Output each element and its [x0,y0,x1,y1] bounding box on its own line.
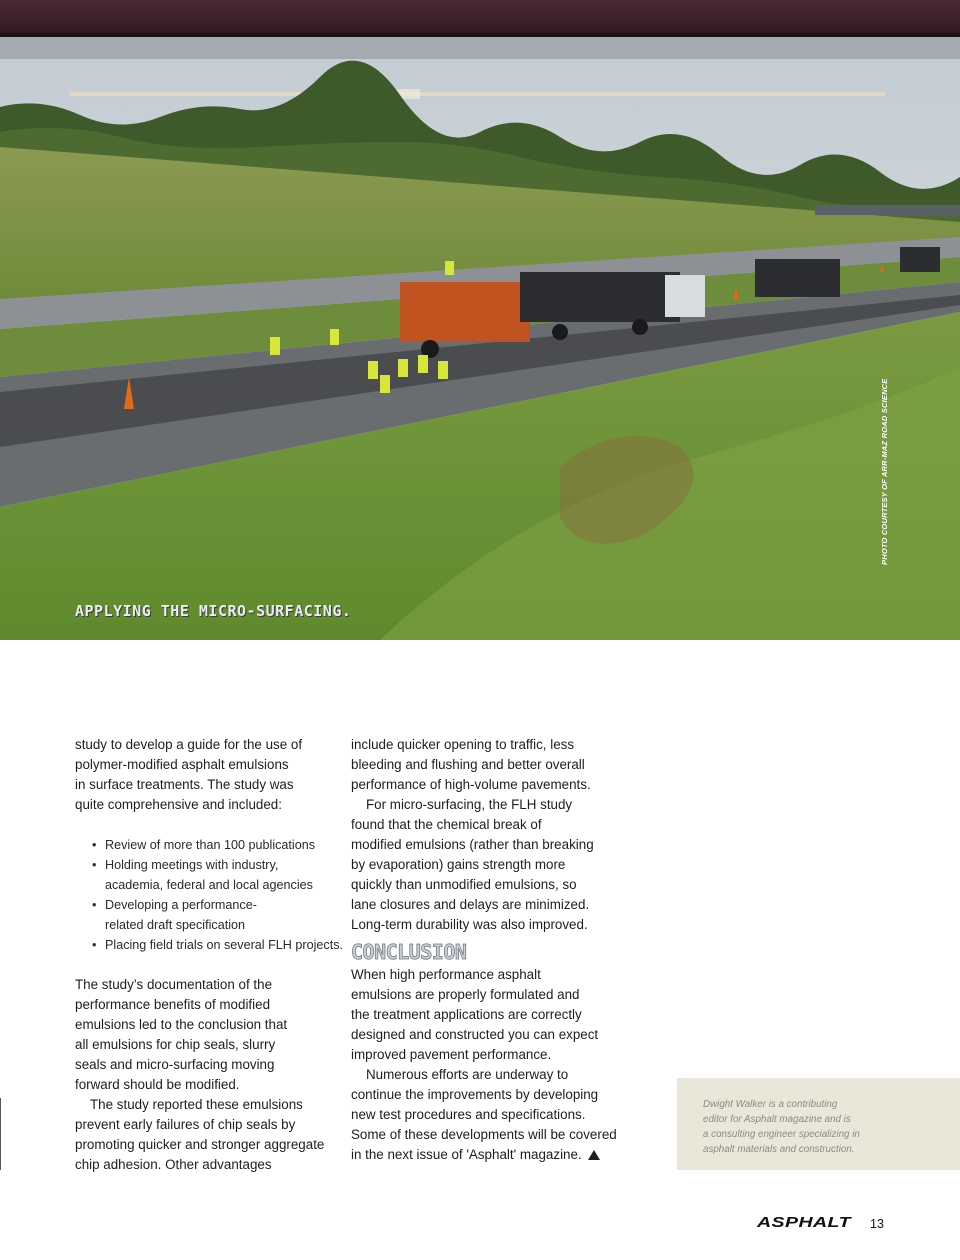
text-line: seals and micro-surfacing moving [75,1057,275,1072]
text-line: continue the improvements by developing [351,1087,599,1102]
text-line: forward should be modified. [75,1077,240,1092]
text-line: by evaporation) gains strength more [351,857,566,872]
text-fragment: in the next issue of 'Asphalt' magazine. [351,1147,582,1162]
text-line: modified emulsions (rather than breaking [351,837,594,852]
text-line: polymer-modified asphalt emulsions [75,757,289,772]
text-line: academia, federal and local agencies [105,878,313,892]
text-line: a consulting engineer specializing in [703,1129,860,1140]
top-banner [0,0,960,37]
photo-caption: APPLYING THE MICRO-SURFACING. [75,602,352,620]
list-item [75,895,340,935]
text-line: Dwight Walker is a contributing [703,1099,838,1110]
roadwork-photo [0,37,960,640]
paragraph [75,1095,340,1175]
text-line: new test procedures and specifications. [351,1107,586,1122]
text-line: bleeding and flushing and better overall [351,757,585,772]
text-line: designed and constructed you can expect [351,1027,599,1042]
text-line: performance benefits of modified [75,997,271,1012]
text-line: study to develop a guide for the use of [75,737,303,752]
end-mark-icon [588,1150,600,1160]
text-line: found that the chemical break of [351,817,542,832]
paragraph [75,975,340,1095]
column-1 [75,735,343,1175]
text-line: the treatment applications are correctly [351,1007,582,1022]
text-line: • Review of more than 100 publications [105,838,316,852]
text-line: emulsions are properly formulated and [351,987,580,1002]
page-number: 13 [870,1217,884,1231]
text-line: chip adhesion. Other advantages [75,1157,272,1172]
paragraph [75,735,340,815]
text-line: quickly than unmodified emulsions, so [351,877,577,892]
text-line: performance of high-volume pavements. [351,777,591,792]
text-line: • Holding meetings with industry, [105,858,279,872]
section-heading: CONCLUSION [351,940,467,964]
list-item [75,935,343,955]
text-line: asphalt materials and construction. [703,1144,855,1155]
paragraph [351,965,616,1065]
list-item [75,835,340,855]
text-line: For micro-surfacing, the FLH study [366,797,573,812]
list-item [75,855,340,895]
text-line: in surface treatments. The study was [75,777,294,792]
text-line: emulsions led to the conclusion that [75,1017,288,1032]
margin-rule [0,1098,1,1170]
text-line: When high performance asphalt [351,967,541,982]
text-line [351,1145,616,1165]
paragraph [351,795,616,935]
author-bio-box [677,1078,960,1170]
magazine-logo: ASPHALT [757,1215,851,1231]
text-line: • Developing a performance- [105,898,257,912]
text-line: prevent early failures of chip seals by [75,1117,296,1132]
text-line: all emulsions for chip seals, slurry [75,1037,276,1052]
text-line: lane closures and delays are minimized. [351,897,590,912]
text-line: promoting quicker and stronger aggregate [75,1137,325,1152]
column-2 [351,735,616,1165]
paragraph [351,735,616,795]
text-line: The study reported these emulsions [90,1097,303,1112]
author-bio [703,1097,953,1157]
photo-credit: PHOTO COURTESY OF ARR-MAZ ROAD SCIENCE [880,378,889,565]
text-line: editor for Asphalt magazine and is [703,1114,851,1125]
text-line: improved pavement performance. [351,1047,552,1062]
text-line: related draft specification [105,918,246,932]
text-line: Numerous efforts are underway to [366,1067,569,1082]
text-line: • Placing field trials on several FLH projects. [105,938,343,952]
text-line: The study’s documentation of the [75,977,273,992]
text-line: Long-term durability was also improved. [351,917,588,932]
text-line: include quicker opening to traffic, less [351,737,575,752]
text-line: Some of these developments will be covered [351,1127,617,1142]
text-line: quite comprehensive and included: [75,797,282,812]
bullet-list [75,835,343,955]
paragraph [351,1065,616,1165]
